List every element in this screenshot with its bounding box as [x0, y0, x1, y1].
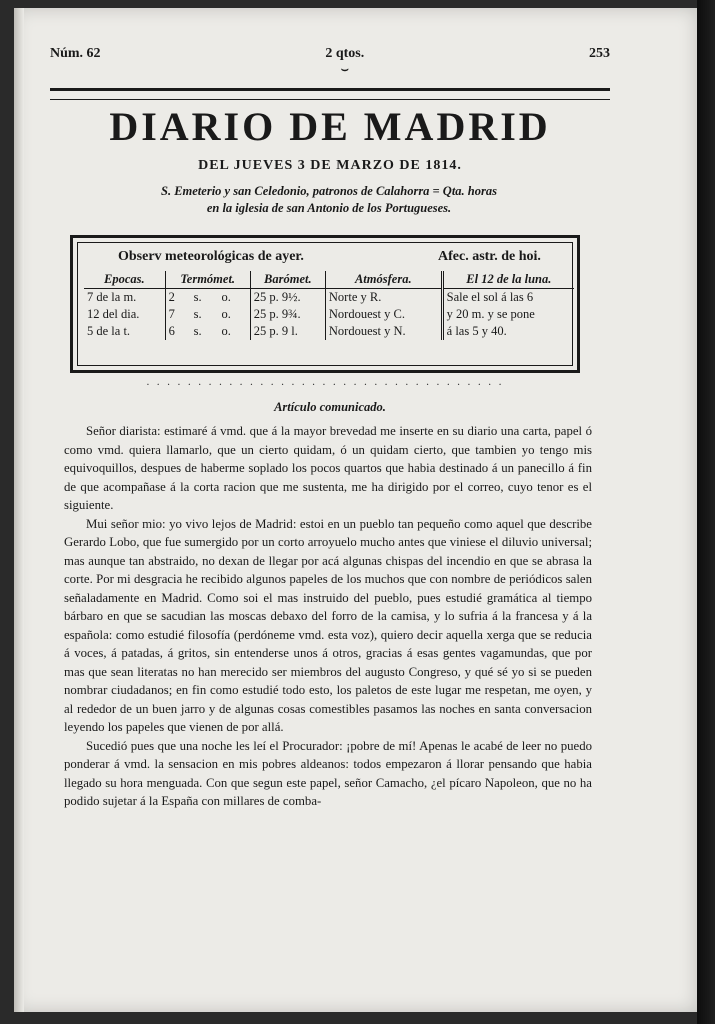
- table-row: [84, 289, 574, 307]
- cell-temp-sign: s.: [193, 290, 202, 304]
- page-number: 253: [589, 46, 610, 61]
- cell-epoca: 12 del dia.: [87, 307, 140, 321]
- cell-temp: 2: [165, 289, 190, 307]
- meteorology-inner-frame: [77, 242, 573, 366]
- cell-temp-zero: o.: [221, 324, 231, 338]
- astronomy-heading: Afec. astr. de hoi.: [438, 249, 541, 264]
- table-row: [84, 306, 574, 323]
- cell-temp: 7: [165, 306, 190, 323]
- masthead-title: DIARIO DE MADRID: [109, 104, 551, 149]
- cell-epoca: 7 de la m.: [87, 290, 137, 304]
- page-spine: [14, 8, 24, 1012]
- cell-barometro: 25 p. 9½.: [250, 289, 325, 307]
- saints-line-1: S. Emeterio y san Celedonio, patronos de Calahorra = Qta. horas: [161, 184, 497, 198]
- meteorology-box: [70, 235, 580, 373]
- section-title: Artículo comunicado.: [274, 400, 386, 414]
- price-label: 2 qtos.: [325, 46, 365, 61]
- divider-ornament-icon: · · · · · · · · · · · · · · · · · · · · · · · · · · · · · · · · · · ·: [146, 380, 504, 391]
- cell-atmosfera: Nordouest y N.: [325, 323, 442, 340]
- col-luna: El 12 de la luna.: [442, 271, 574, 289]
- paragraph: Señor diarista: estimaré á vmd. que á la mayor brevedad me inserte en su diario una carta, papel ó como vmd. quiera llamarlo, que un cierto quidam, ó un quidam cierto, que tambien yo tengo mis equivoquillos, despues de haberme soplado los pocos quartos que habia destinado á un panecillo á fin de que acompañase á la corta racion que me sustenta, me ha dirigido por el correo, cuyo tenor es el siguiente.: [64, 424, 592, 512]
- meteorology-table: [84, 271, 574, 340]
- price: [325, 46, 365, 76]
- cell-atmosfera: Nordouest y C.: [325, 306, 442, 323]
- table-row: [84, 323, 574, 340]
- cell-temp-zero: o.: [221, 290, 231, 304]
- header-rule: [50, 88, 610, 100]
- cell-luna: y 20 m. y se pone: [442, 306, 574, 323]
- brace-ornament-icon: ⌣: [340, 62, 349, 76]
- cell-atmosfera: Norte y R.: [325, 289, 442, 307]
- paragraph: Sucedió pues que una noche les leí el Procurador: ¡pobre de mí! Apenas le acabé de leer no puedo ponderar á vmd. la sensacion en mis pobres aldeanos: todos empezaron á llorar pensando que habia llegado su hora menguada. Con que segun este papel, señor Camacho, ¿el pícaro Napoleon, que no ha podido sujetar á la España con millares de comba-: [64, 738, 592, 808]
- cell-barometro: 25 p. 9¾.: [250, 306, 325, 323]
- cell-barometro: 25 p. 9 l.: [250, 323, 325, 340]
- cell-temp-zero: o.: [221, 307, 231, 321]
- page-header: [50, 46, 610, 76]
- cell-luna: á las 5 y 40.: [442, 323, 574, 340]
- saints-of-the-day: [74, 183, 584, 217]
- scan-edge: [697, 0, 715, 1024]
- paragraph: Mui señor mio: yo vivo lejos de Madrid: estoi en un pueblo tan pequeño como aquel que describe Gerardo Lobo, que fue sumergido por un corto arroyuelo mucho antes que viniese el diluvio universal; mas aunque tan abstraido, no dexan de llegar por acá algunas chispas del incendio en que se abrasa la corte. Por mi desgracia he recibido algunos papeles de los muchos que con nombre de periódicos salen señaladamente en Madrid. Como soi el mas instruido del pueblo, pues estudié gramática al tiempo bárbaro en que se sacudian las moscas debaxo del forro de la camisa, y lo sufria á la francesa y á la española: como estudié filosofía (perdóneme vmd. esta voz), quiero decir aquella xerga que se reducia á voces, á patadas, á gritos, sin entenderse unos á otros, gracias á esas gentes vagamundas, que por mas que sean literatas no han merecido ser miembros del augusto Congreso, y qué sé yo si se pueden nombrar ciudadanos; en fin como estudié todo esto, los paletos de este lugar me respetan, me oyen, y al rededor de un buen jarro y de algunas cosas comestibles pasamos las noches en santa conversacion leyendo los papeles que vienen de por allá.: [64, 516, 592, 734]
- col-atmosfera: Atmósfera.: [325, 271, 442, 289]
- meteorology-heading: Observ meteorológicas de ayer.: [118, 249, 304, 264]
- newspaper-page: [14, 8, 697, 1012]
- col-termometro: Termómet.: [165, 271, 250, 289]
- cell-temp: 6: [165, 323, 190, 340]
- cell-luna: Sale el sol á las 6: [442, 289, 574, 307]
- table-header-row: [84, 271, 574, 289]
- col-barometro: Barómet.: [250, 271, 325, 289]
- cell-temp-sign: s.: [193, 324, 202, 338]
- saints-line-2: en la iglesia de san Antonio de los Portugueses.: [206, 201, 452, 215]
- cell-epoca: 5 de la t.: [87, 324, 131, 338]
- dateline: DEL JUEVES 3 DE MARZO DE 1814.: [198, 158, 462, 173]
- issue-number: Núm. 62: [50, 46, 101, 61]
- cell-temp-sign: s.: [193, 307, 202, 321]
- col-epocas: Epocas.: [84, 271, 165, 289]
- article-body: [64, 422, 592, 811]
